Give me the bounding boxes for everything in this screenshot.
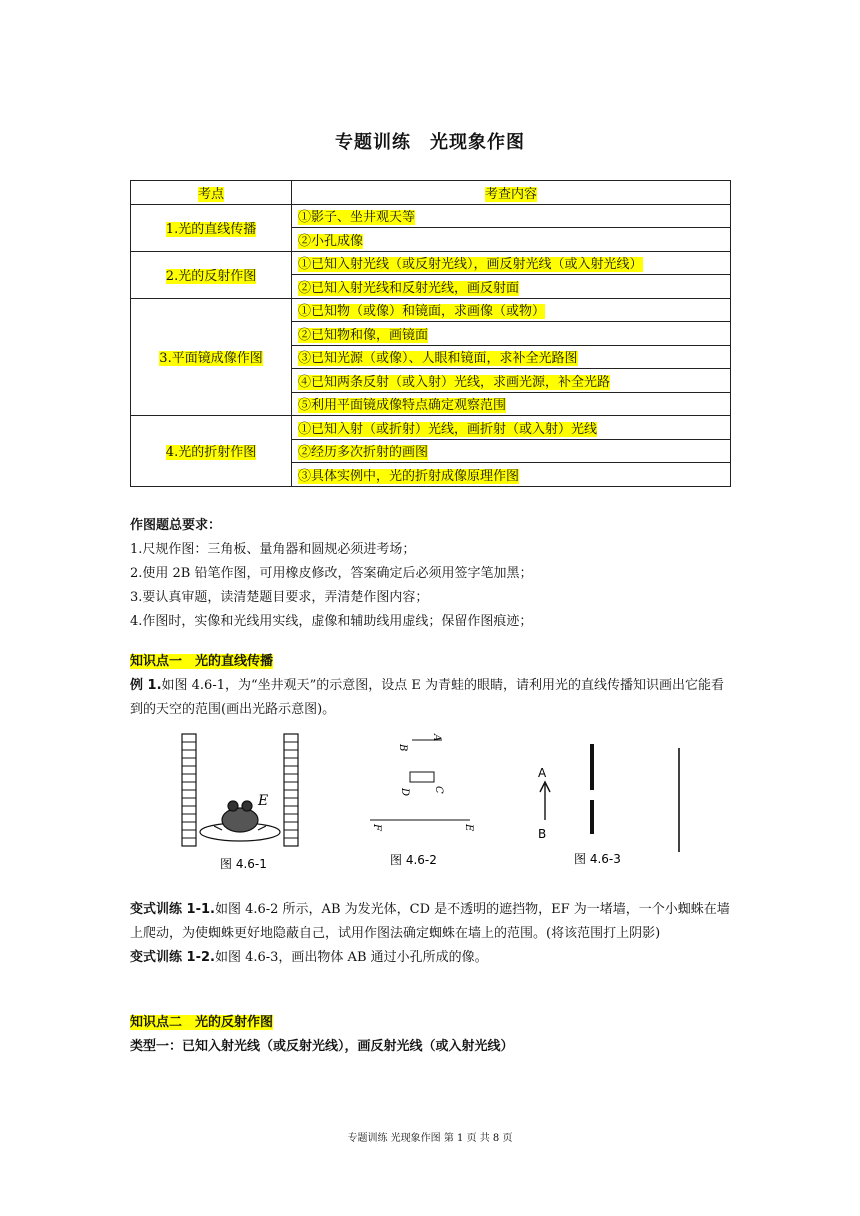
fig2-label-c: C (433, 786, 444, 794)
variant-label: 变式训练 1-2. (130, 950, 215, 965)
knowledge-point-1 (130, 650, 730, 722)
fig3-label-b: B (538, 827, 547, 841)
content-cell: ①已知物（或像）和镜面，求画像（或物） (292, 298, 731, 322)
fig2-label-f: F (371, 824, 382, 831)
fig1-caption: 图 4.6-1 (220, 857, 267, 871)
obstacle-figure (370, 740, 470, 820)
fig3-label-a: A (538, 766, 547, 780)
content-cell: ②已知物和像，画镜面 (292, 322, 731, 346)
table-row (131, 204, 731, 228)
fig3-caption: 图 4.6-3 (574, 852, 621, 866)
content-cell: ③已知光源（或像）、人眼和镜面，求补全光路图 (292, 345, 731, 369)
table-header-row (131, 181, 731, 205)
right-wall-bricks (284, 742, 298, 838)
example-text: 如图 4.6-1，为“坐井观天”的示意图，设点 E 为青蛙的眼睛，请利用光的直线传播知识画出它能看到的天空的范围(画出光路示意图)。 (130, 678, 725, 717)
fig2-label-e: E (463, 824, 474, 832)
fig2-label-a: A (431, 734, 442, 742)
table-row (131, 416, 731, 440)
fig1-label-e: E (258, 793, 269, 809)
topic-cell: 2.光的反射作图 (131, 251, 292, 298)
topic-cell: 4.光的折射作图 (131, 416, 292, 487)
knowledge-point-2 (130, 1011, 730, 1059)
header-cell-topic: 考点 (131, 181, 292, 205)
page-title: 专题训练 光现象作图 (335, 132, 525, 153)
content-cell: ②已知入射光线和反射光线，画反射面 (292, 275, 731, 299)
kp2-heading: 知识点二 光的反射作图 (130, 1015, 274, 1030)
topic-cell: 3.平面镜成像作图 (131, 298, 292, 416)
page-footer: 专题训练 光现象作图 第 1 页 共 8 页 (347, 1133, 513, 1144)
topic-cell: 1.光的直线传播 (131, 204, 292, 251)
variant-text: 如图 4.6-2 所示，AB 为发光体，CD 是不透明的遮挡物，EF 为一堵墙，一个小蜘蛛在墙上爬动，为使蜘蛛更好地隐蔽自己，试用作图法确定蜘蛛在墙上的范围。(将该范围打上阴影) (130, 902, 730, 941)
left-wall-bricks (182, 742, 196, 838)
fig2-caption: 图 4.6-2 (390, 853, 437, 867)
content-cell: ⑤利用平面镜成像特点确定观察范围 (292, 392, 731, 416)
content-cell: ②经历多次折射的画图 (292, 439, 731, 463)
variant-text: 如图 4.6-3，画出物体 AB 通过小孔所成的像。 (214, 950, 488, 965)
variants-section (130, 898, 730, 970)
content-cell: ①已知入射（或折射）光线，画折射（或入射）光线 (292, 416, 731, 440)
example-label: 例 1. (130, 678, 162, 693)
table-row (131, 251, 731, 275)
example-1 (130, 674, 730, 722)
content-cell: ②小孔成像 (292, 228, 731, 252)
content-cell: ④已知两条反射（或入射）光线，求画光源，补全光路 (292, 369, 731, 393)
requirements-section (130, 514, 730, 634)
variant-1-2 (130, 946, 730, 970)
requirement-item: 4.作图时，实像和光线用实线，虚像和辅助线用虚线；保留作图痕迹； (130, 614, 533, 629)
pinhole-figure (540, 744, 679, 852)
content-cell: ①已知入射光线（或反射光线），画反射光线（或入射光线） (292, 251, 731, 275)
topics-table (130, 180, 731, 487)
variant-1-1 (130, 898, 730, 946)
table-row (131, 298, 731, 322)
fig2-label-d: D (399, 788, 410, 797)
figures-row (130, 730, 730, 875)
kp1-heading: 知识点一 光的直线传播 (130, 654, 274, 669)
variant-label: 变式训练 1-1. (130, 902, 215, 917)
header-cell-content: 考查内容 (292, 181, 731, 205)
requirements-heading: 作图题总要求： (130, 518, 222, 533)
content-cell: ①影子、坐井观天等 (292, 204, 731, 228)
figures-svg (130, 730, 730, 875)
requirement-item: 3.要认真审题，读清楚题目要求，弄清楚作图内容； (130, 590, 429, 605)
kp2-type1: 类型一：已知入射光线（或反射光线），画反射光线（或入射光线） (130, 1039, 514, 1054)
requirement-item: 1.尺规作图：三角板、量角器和圆规必须进考场； (130, 542, 416, 557)
well-figure (182, 734, 298, 846)
requirement-item: 2.使用 2B 铅笔作图，可用橡皮修改，答案确定后必须用签字笔加黑； (130, 566, 533, 581)
fig2-label-b: B (397, 744, 408, 752)
content-cell: ③具体实例中，光的折射成像原理作图 (292, 463, 731, 487)
